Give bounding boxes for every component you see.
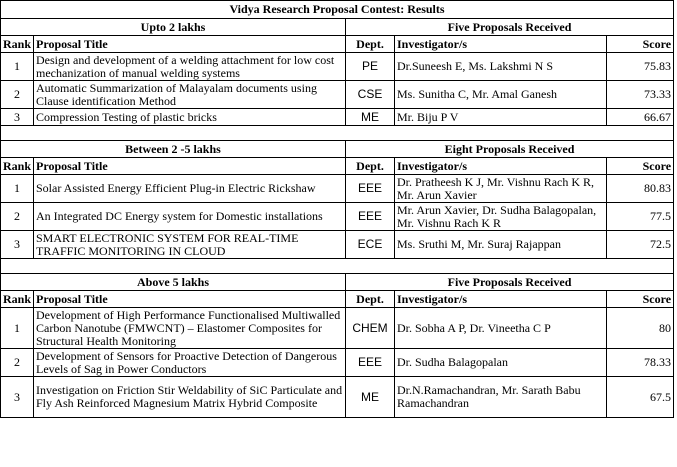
rank-cell: 2	[1, 203, 34, 231]
dept-cell: EEE	[346, 175, 395, 203]
dept-cell: CHEM	[346, 308, 395, 349]
col-proposal: Proposal Title	[34, 158, 346, 175]
table-row	[1, 231, 674, 259]
spacer-cell	[1, 259, 674, 274]
proposal-cell: An Integrated DC Energy system for Domestic installations	[34, 203, 346, 231]
proposal-cell: Compression Testing of plastic bricks	[34, 109, 346, 126]
rank-cell: 1	[1, 53, 34, 81]
col-rank: Rank	[1, 158, 34, 175]
score-cell: 67.5	[607, 377, 674, 418]
title-row	[1, 1, 674, 19]
section-header	[1, 141, 674, 158]
table-row	[1, 109, 674, 126]
rank-cell: 3	[1, 377, 34, 418]
proposal-cell: Design and development of a welding attachment for low cost mechanization of manual welding systems	[34, 53, 346, 81]
section-category: Between 2 -5 lakhs	[1, 141, 346, 158]
score-cell: 80.83	[607, 175, 674, 203]
score-cell: 73.33	[607, 81, 674, 109]
rank-cell: 1	[1, 175, 34, 203]
score-cell: 66.67	[607, 109, 674, 126]
rank-cell: 2	[1, 81, 34, 109]
section-spacer	[1, 259, 674, 274]
score-cell: 78.33	[607, 349, 674, 377]
investigators-cell: Dr. Pratheesh K J, Mr. Vishnu Rach K R, Mr. Arun Xavier	[395, 175, 607, 203]
col-proposal: Proposal Title	[34, 291, 346, 308]
col-dept: Dept.	[346, 291, 395, 308]
section-received: Eight Proposals Received	[346, 141, 674, 158]
proposal-cell: SMART ELECTRONIC SYSTEM FOR REAL-TIME TRAFFIC MONITORING IN CLOUD	[34, 231, 346, 259]
section-header	[1, 19, 674, 36]
dept-cell: ME	[346, 377, 395, 418]
investigators-cell: Ms. Sunitha C, Mr. Amal Ganesh	[395, 81, 607, 109]
score-cell: 75.83	[607, 53, 674, 81]
table-row	[1, 308, 674, 349]
section-received: Five Proposals Received	[346, 274, 674, 291]
col-dept: Dept.	[346, 158, 395, 175]
table-row	[1, 81, 674, 109]
section-spacer	[1, 126, 674, 141]
section-header	[1, 274, 674, 291]
score-cell: 72.5	[607, 231, 674, 259]
section-received: Five Proposals Received	[346, 19, 674, 36]
rank-cell: 3	[1, 109, 34, 126]
col-score: Score	[607, 36, 674, 53]
column-header-row	[1, 36, 674, 53]
section-category: Upto 2 lakhs	[1, 19, 346, 36]
col-score: Score	[607, 291, 674, 308]
score-cell: 77.5	[607, 203, 674, 231]
spacer-cell	[1, 126, 674, 141]
section-category: Above 5 lakhs	[1, 274, 346, 291]
rank-cell: 3	[1, 231, 34, 259]
col-investigators: Investigator/s	[395, 158, 607, 175]
investigators-cell: Dr. Sobha A P, Dr. Vineetha C P	[395, 308, 607, 349]
column-header-row	[1, 158, 674, 175]
col-score: Score	[607, 158, 674, 175]
col-rank: Rank	[1, 291, 34, 308]
column-header-row	[1, 291, 674, 308]
col-dept: Dept.	[346, 36, 395, 53]
investigators-cell: Mr. Biju P V	[395, 109, 607, 126]
table-row	[1, 349, 674, 377]
col-proposal: Proposal Title	[34, 36, 346, 53]
investigators-cell: Dr.N.Ramachandran, Mr. Sarath Babu Ramachandran	[395, 377, 607, 418]
table-row	[1, 203, 674, 231]
dept-cell: PE	[346, 53, 395, 81]
page-title: Vidya Research Proposal Contest: Results	[1, 1, 674, 19]
dept-cell: ME	[346, 109, 395, 126]
col-rank: Rank	[1, 36, 34, 53]
proposal-cell: Automatic Summarization of Malayalam documents using Clause identification Method	[34, 81, 346, 109]
investigators-cell: Ms. Sruthi M, Mr. Suraj Rajappan	[395, 231, 607, 259]
dept-cell: ECE	[346, 231, 395, 259]
table-row	[1, 53, 674, 81]
rank-cell: 2	[1, 349, 34, 377]
col-investigators: Investigator/s	[395, 36, 607, 53]
table-row	[1, 175, 674, 203]
investigators-cell: Dr. Sudha Balagopalan	[395, 349, 607, 377]
dept-cell: EEE	[346, 349, 395, 377]
proposal-cell: Development of High Performance Functionalised Multiwalled Carbon Nanotube (FMWCNT) – Elastomer Composites for Structural Health Monitoring	[34, 308, 346, 349]
table-row	[1, 377, 674, 418]
dept-cell: EEE	[346, 203, 395, 231]
score-cell: 80	[607, 308, 674, 349]
col-investigators: Investigator/s	[395, 291, 607, 308]
investigators-cell: Mr. Arun Xavier, Dr. Sudha Balagopalan, Mr. Vishnu Rach K R	[395, 203, 607, 231]
proposal-cell: Solar Assisted Energy Efficient Plug-in Electric Rickshaw	[34, 175, 346, 203]
dept-cell: CSE	[346, 81, 395, 109]
proposal-cell: Development of Sensors for Proactive Detection of Dangerous Levels of Sag in Power Conductors	[34, 349, 346, 377]
rank-cell: 1	[1, 308, 34, 349]
proposal-cell: Investigation on Friction Stir Weldability of SiC Particulate and Fly Ash Reinforced Magnesium Matrix Hybrid Composite	[34, 377, 346, 418]
investigators-cell: Dr.Suneesh E, Ms. Lakshmi N S	[395, 53, 607, 81]
